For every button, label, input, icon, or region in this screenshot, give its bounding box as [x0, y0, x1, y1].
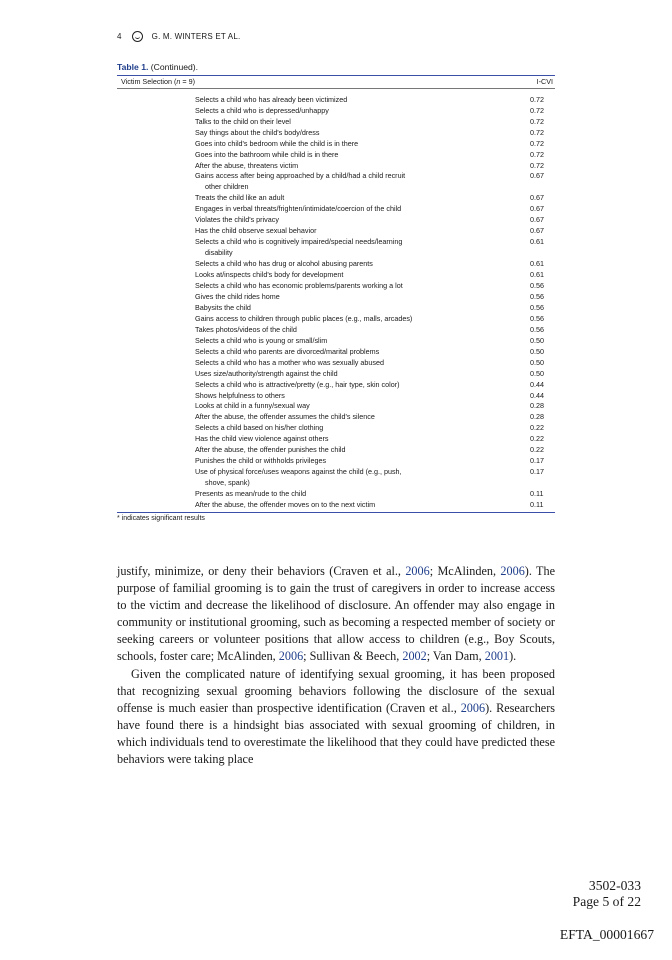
row-item-text: After the abuse, threatens victim: [195, 160, 299, 170]
row-value: 0.67: [530, 215, 544, 225]
row-item-text: Selects a child who is cognitively impaired/special needs/learning: [195, 237, 403, 247]
table-caption: [117, 62, 198, 72]
table-row: [117, 445, 555, 456]
row-value: 0.17: [530, 467, 544, 477]
page-indicator: Page 5 of 22: [572, 893, 641, 909]
row-item: [195, 401, 453, 412]
row-value: 0.72: [530, 138, 544, 148]
row-item-text: Looks at/inspects child's body for development: [195, 270, 344, 280]
row-item-text: Say things about the child's body/dress: [195, 127, 320, 137]
doc-id: 3502-033: [588, 878, 641, 893]
row-item: [195, 281, 453, 292]
table-row: [117, 117, 555, 128]
row-value: 0.56: [530, 291, 544, 301]
row-item: [195, 358, 453, 369]
row-item-text: Takes photos/videos of the child: [195, 324, 297, 334]
row-item-continuation: shove, spank): [205, 478, 250, 488]
table-row: [117, 456, 555, 467]
row-item-text: After the abuse, the offender punishes the child: [195, 445, 346, 455]
row-value: 0.61: [530, 237, 544, 247]
table-row: [117, 369, 555, 380]
citation-link[interactable]: 2006: [500, 564, 525, 578]
row-value: 0.67: [530, 193, 544, 203]
row-item-text: Selects a child who has economic problems/parents working a lot: [195, 281, 403, 290]
row-item: [195, 391, 453, 402]
row-item: [195, 325, 453, 336]
table-row: [117, 259, 555, 270]
row-item-text: Gives the child rides home: [195, 291, 280, 301]
row-value: 0.56: [530, 313, 544, 323]
row-value: 0.44: [530, 379, 544, 389]
row-value: 0.17: [530, 456, 544, 466]
row-value: 0.72: [530, 149, 544, 159]
row-item-text: Goes into child's bedroom while the child is in there: [195, 138, 359, 148]
row-item-text: Selects a child who is depressed/unhappy: [195, 105, 329, 115]
table-caption-text: (Continued).: [150, 62, 199, 72]
table-row: [117, 237, 555, 259]
row-value: 0.72: [530, 116, 544, 126]
table-row: [117, 193, 555, 204]
row-item: [195, 434, 453, 445]
table-row: [117, 161, 555, 172]
row-value: 0.11: [530, 489, 544, 499]
row-value: 0.22: [530, 445, 544, 455]
row-value: 0.56: [530, 324, 544, 334]
row-item-text: Selects a child who has drug or alcohol abusing parents: [195, 259, 373, 269]
table-row: [117, 500, 555, 511]
table-row: [117, 150, 555, 161]
table-row: [117, 171, 555, 193]
table-row: [117, 204, 555, 215]
row-value: 0.56: [530, 281, 544, 290]
table-row: [117, 106, 555, 117]
row-value: 0.28: [530, 412, 544, 422]
table-row: [117, 215, 555, 226]
text-segment: Given the complicated nature of identifying sexual grooming, it has been proposed that recognizing sexual grooming behaviors following the disclosure of the sexual offense is much easier than prospective identification (Craven et al.,: [117, 666, 555, 715]
citation-link[interactable]: 2002: [402, 649, 427, 664]
row-value: 0.61: [530, 259, 544, 269]
row-item: [195, 237, 453, 259]
citation-link[interactable]: 2006: [405, 564, 430, 578]
row-value: 0.50: [530, 335, 544, 345]
row-item-text: Selects a child who is young or small/slim: [195, 335, 328, 345]
row-item-text: Selects a child who is attractive/pretty (e.g., hair type, skin color): [195, 379, 400, 389]
row-item-text: After the abuse, the offender moves on to the next victim: [195, 500, 376, 510]
row-value: 0.72: [530, 127, 544, 137]
table-header-icvi: I-CVI: [536, 77, 553, 86]
table-bottom-rule: [117, 512, 555, 513]
row-item: [195, 456, 453, 467]
row-item-text: After the abuse, the offender assumes the child's silence: [195, 412, 375, 422]
text-segment: ; Sullivan & Beech,: [303, 649, 403, 664]
text-segment: ). The purpose of familial grooming is to gain the trust of caregivers in order to increase access to the victim and decrease the likelihood of disclosure. An offender may also engage in community or institutional grooming, such as becoming a respected member of society or seeking careers or volunteer positions that allow access to children (e.g., Boy Scouts, schools, foster care; McAlinden,: [117, 564, 555, 664]
table-label: Table 1.: [117, 62, 149, 72]
row-value: 0.72: [530, 94, 544, 104]
table-row: [117, 270, 555, 281]
row-item: [195, 95, 453, 106]
row-item-continuation: other children: [205, 182, 249, 192]
row-item: [195, 467, 453, 489]
row-item-text: Use of physical force/uses weapons against the child (e.g., push,: [195, 467, 402, 477]
row-item-text: Shows helpfulness to others: [195, 390, 285, 400]
row-item-text: Selects a child who parents are divorced/marital problems: [195, 346, 380, 356]
row-value: 0.50: [530, 357, 544, 367]
row-item: [195, 380, 453, 391]
row-value: 0.67: [530, 226, 544, 236]
efta-number: EFTA_00001667: [559, 927, 654, 942]
text-segment: ). Researchers have found there is a hindsight bias associated with sexual grooming of children, in which individuals tend to overestimate the likelihood that they could have predicted these behaviors were taking place: [117, 700, 555, 767]
row-item-text: Looks at child in a funny/sexual way: [195, 401, 310, 411]
row-item-text: Punishes the child or withholds privileges: [195, 456, 327, 466]
row-item: [195, 412, 453, 423]
row-value: 0.72: [530, 160, 544, 170]
document-stamp: [573, 878, 641, 909]
citation-link[interactable]: 2006: [278, 649, 304, 664]
table-header: [117, 76, 555, 88]
text-segment: ; McAlinden,: [429, 564, 501, 578]
author-line: G. M. WINTERS ET AL.: [151, 32, 241, 41]
text-segment: ).: [509, 649, 517, 664]
row-item: [195, 270, 453, 281]
row-value: 0.44: [530, 390, 544, 400]
table-row: [117, 423, 555, 434]
text-segment: justify, minimize, or deny their behaviors (Craven et al.,: [117, 564, 406, 578]
row-item-text: Babysits the child: [195, 302, 251, 312]
row-item: [195, 117, 453, 128]
row-item: [195, 106, 453, 117]
table-row: [117, 412, 555, 423]
row-item: [195, 204, 453, 215]
table-row: [117, 434, 555, 445]
table-row: [117, 226, 555, 237]
row-item: [195, 139, 453, 150]
row-value: 0.50: [530, 346, 544, 356]
row-item-text: Violates the child's privacy: [195, 215, 279, 225]
page-number: 4: [117, 32, 122, 41]
table-row: [117, 391, 555, 402]
table-body: [117, 89, 555, 512]
table-footnote: * indicates significant results: [117, 515, 205, 522]
row-value: 0.22: [530, 434, 544, 444]
row-item-text: Selects a child who has already been victimized: [195, 94, 348, 104]
row-item-text: Selects a child who has a mother who was sexually abused: [195, 357, 384, 367]
paragraph: [117, 666, 555, 769]
table-row: [117, 380, 555, 391]
row-item: [195, 215, 453, 226]
row-item: [195, 161, 453, 172]
row-item: [195, 314, 453, 325]
row-value: 0.28: [530, 401, 544, 411]
row-item: [195, 489, 453, 500]
row-value: 0.67: [530, 204, 544, 214]
row-item: [195, 369, 453, 380]
citation-link[interactable]: 2001: [484, 649, 510, 664]
row-item: [195, 259, 453, 270]
row-item-text: Talks to the child on their level: [195, 116, 291, 126]
body-text: [117, 563, 555, 768]
row-value: 0.22: [530, 423, 544, 433]
citation-link[interactable]: 2006: [460, 700, 486, 715]
table-row: [117, 467, 555, 489]
table-row: [117, 325, 555, 336]
row-value: 0.56: [530, 302, 544, 312]
table-row: [117, 489, 555, 500]
table-row: [117, 314, 555, 325]
row-value: 0.50: [530, 368, 544, 378]
row-item: [195, 445, 453, 456]
row-item: [195, 226, 453, 237]
row-value: 0.72: [530, 105, 544, 115]
paragraph: [117, 563, 555, 666]
row-item: [195, 150, 453, 161]
row-item-text: Has the child view violence against others: [195, 434, 329, 444]
row-item-text: Engages in verbal threats/frighten/intimidate/coercion of the child: [195, 204, 402, 214]
running-head: [117, 31, 240, 42]
row-item: [195, 128, 453, 139]
table-row: [117, 347, 555, 358]
row-item-text: Has the child observe sexual behavior: [195, 226, 317, 236]
table-row: [117, 292, 555, 303]
row-item: [195, 303, 453, 314]
publisher-logo-icon: [132, 31, 143, 42]
table-row: [117, 336, 555, 347]
table-row: [117, 95, 555, 106]
table-row: [117, 303, 555, 314]
row-item: [195, 423, 453, 434]
row-value: 0.67: [530, 171, 544, 181]
row-item-text: Gains access to children through public places (e.g., malls, arcades): [195, 313, 413, 323]
table-row: [117, 401, 555, 412]
row-item-text: Uses size/authority/strength against the child: [195, 368, 338, 378]
row-item: [195, 336, 453, 347]
row-item-continuation: disability: [205, 248, 233, 258]
row-item: [195, 500, 453, 511]
row-item: [195, 347, 453, 358]
row-value: 0.61: [530, 270, 544, 280]
row-item-text: Presents as mean/rude to the child: [195, 489, 307, 499]
table-row: [117, 358, 555, 369]
row-item: [195, 292, 453, 303]
table: [117, 75, 555, 513]
row-item-text: Goes into the bathroom while child is in there: [195, 149, 339, 159]
table-row: [117, 139, 555, 150]
row-item-text: Selects a child based on his/her clothing: [195, 423, 324, 433]
row-item: [195, 171, 453, 193]
row-item-text: Treats the child like an adult: [195, 193, 285, 203]
table-row: [117, 128, 555, 139]
text-segment: ; Van Dam,: [426, 649, 485, 664]
table-row: [117, 281, 555, 292]
row-value: 0.11: [530, 500, 544, 510]
row-item-text: Gains access after being approached by a child/had a child recruit: [195, 171, 406, 181]
row-item: [195, 193, 453, 204]
table-header-category: Victim Selection (n = 9): [121, 77, 195, 86]
